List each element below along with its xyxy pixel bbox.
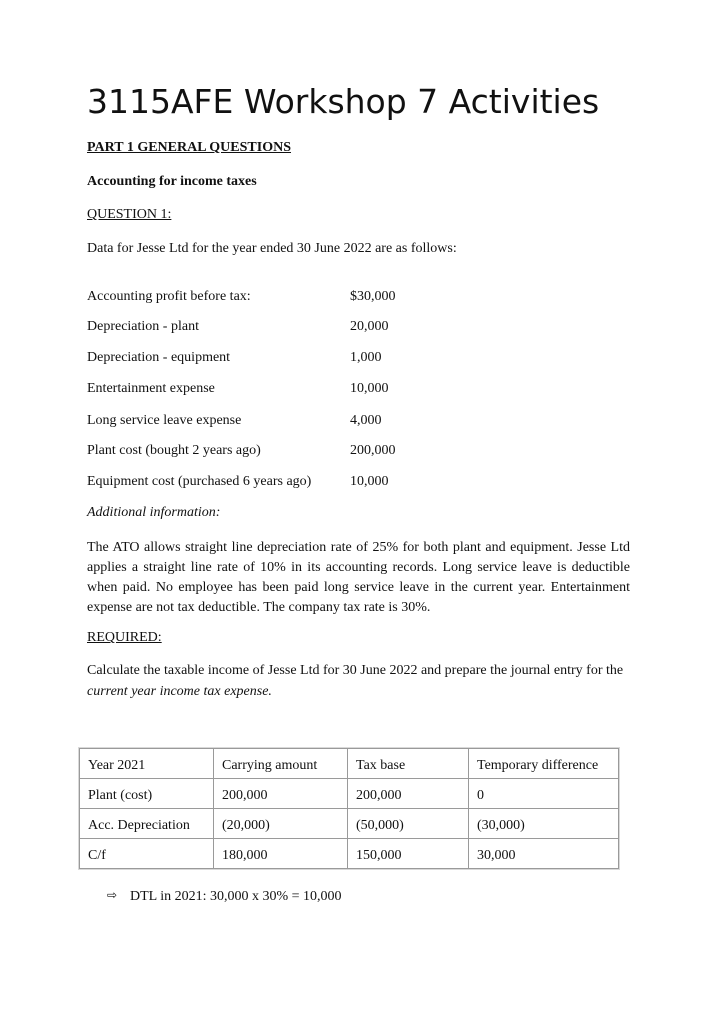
table-cell: 200,000 <box>348 779 469 809</box>
table-cell: Acc. Depreciation <box>80 809 214 839</box>
additional-info-label: Additional information: <box>87 505 221 520</box>
page-title: 3115AFE Workshop 7 Activities <box>87 82 600 121</box>
intro-text: Data for Jesse Ltd for the year ended 30 June 2022 are as follows: <box>87 241 457 256</box>
data-item-value: 20,000 <box>350 319 389 334</box>
table-row <box>80 809 619 839</box>
table-cell: (30,000) <box>469 809 619 839</box>
question-label: QUESTION 1: <box>87 207 172 222</box>
table-cell: 180,000 <box>214 839 348 869</box>
table-cell: C/f <box>80 839 214 869</box>
data-item-value: 10,000 <box>350 474 389 489</box>
data-item-label: Accounting profit before tax: <box>87 289 251 304</box>
table-cell: 200,000 <box>214 779 348 809</box>
table-header-cell: Temporary difference <box>469 749 619 779</box>
data-item-value: 200,000 <box>350 443 396 458</box>
section-heading: Accounting for income taxes <box>87 174 257 189</box>
arrow-right-outline-icon: ⇨ <box>107 888 118 902</box>
data-item-value: 10,000 <box>350 381 389 396</box>
temporary-difference-table <box>79 748 619 869</box>
data-item-label: Entertainment expense <box>87 381 215 396</box>
bullet-text: DTL in 2021: 30,000 x 30% = 10,000 <box>130 889 342 904</box>
table-row <box>80 839 619 869</box>
required-text <box>87 660 630 702</box>
data-item-label: Depreciation - plant <box>87 319 199 334</box>
data-item-label: Long service leave expense <box>87 413 242 428</box>
required-text-plain: Calculate the taxable income of Jesse Ltd for 30 June 2022 and prepare the journal entry for the <box>87 663 624 678</box>
data-item-value: 1,000 <box>350 350 382 365</box>
data-item-label: Plant cost (bought 2 years ago) <box>87 443 261 458</box>
required-text-italic: current year income tax expense. <box>87 684 272 699</box>
table-cell: 150,000 <box>348 839 469 869</box>
data-item-value: $30,000 <box>350 289 396 304</box>
table-cell: 0 <box>469 779 619 809</box>
table-cell: 30,000 <box>469 839 619 869</box>
table-header-cell: Year 2021 <box>80 749 214 779</box>
table-cell: Plant (cost) <box>80 779 214 809</box>
data-item-value: 4,000 <box>350 413 382 428</box>
required-label: REQUIRED: <box>87 630 162 645</box>
table-header-cell: Carrying amount <box>214 749 348 779</box>
data-item-label: Depreciation - equipment <box>87 350 231 365</box>
additional-info-text: The ATO allows straight line depreciation rate of 25% for both plant and equipment. Jesse Ltd applies a straight line rate of 10% in its accounting records. Long service leave is deductible when paid. No employee has been paid long service leave in the current year. Entertainment expense are not tax deductible. The company tax rate is 30%. <box>87 540 630 615</box>
data-item-label: Equipment cost (purchased 6 years ago) <box>87 474 312 489</box>
table-header-row <box>80 749 619 779</box>
table-row <box>80 779 619 809</box>
table-cell: (50,000) <box>348 809 469 839</box>
part-heading: PART 1 GENERAL QUESTIONS <box>87 140 291 155</box>
table-cell: (20,000) <box>214 809 348 839</box>
table-header-cell: Tax base <box>348 749 469 779</box>
